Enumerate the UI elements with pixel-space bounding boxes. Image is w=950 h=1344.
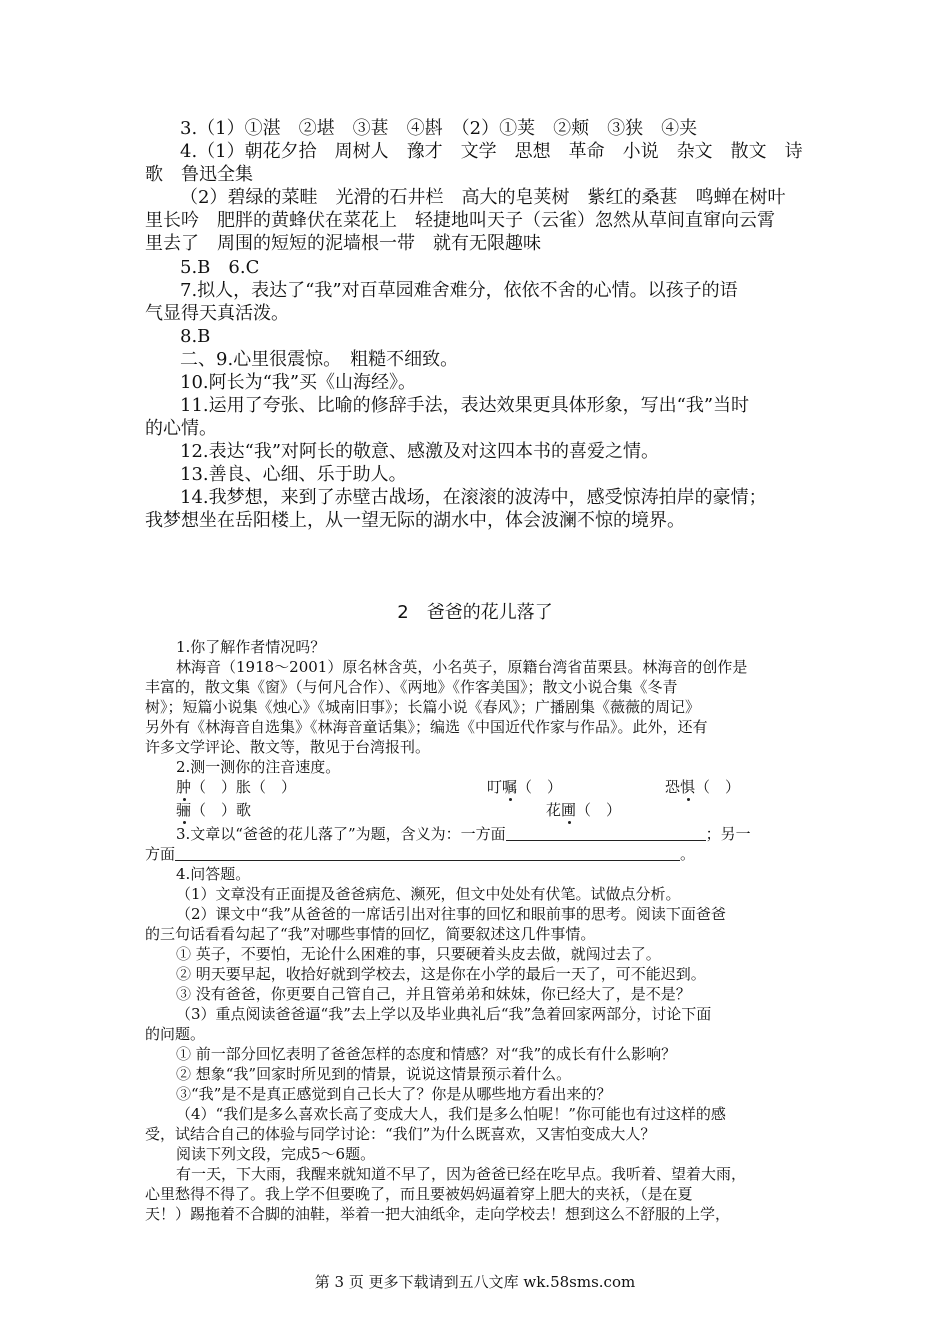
dotted-char: 嘱 [502, 778, 518, 796]
char: 花 [546, 801, 562, 819]
answer-line: 歌 鲁迅全集 [145, 164, 253, 185]
answer-line: 4.（1）朝花夕拾 周树人 豫才 文学 思想 革命 小说 杂文 散文 诗 [180, 141, 803, 162]
question-4-4: （4）“我们是多么喜欢长高了变成大人，我们是多么怕呢！”你可能也有过这样的感 [176, 1105, 726, 1123]
answer-line: 的心情。 [145, 418, 217, 439]
dotted-char: 圃 [561, 801, 577, 819]
sub-question: ③“我”是不是真正感觉到自己长大了？你是从哪些地方看出来的？ [176, 1085, 612, 1103]
pinyin-item [176, 801, 251, 820]
question-4-3: （3）重点阅读爸爸逼“我”去上学以及毕业典礼后“我”急着回家两部分，讨论下面 [176, 1005, 712, 1023]
question-3-text: 。 [680, 845, 696, 863]
pinyin-blank: （ ）胀（ ） [191, 778, 297, 796]
question-1: 1.你了解作者情况吗？ [176, 638, 326, 656]
pinyin-item [546, 801, 621, 820]
answer-line: 里长吟 肥胖的黄蜂伏在菜花上 轻捷地叫天子（云雀）忽然从草间直窜向云霄 [145, 210, 775, 231]
reading-instruction: 阅读下列文段，完成5～6题。 [176, 1145, 376, 1163]
answer-line: （2）碧绿的菜畦 光滑的石井栏 高大的皂荚树 紫红的桑葚 鸣蝉在树叶 [180, 187, 786, 208]
bio-line: 许多文学评论、散文等，散见于台湾报刊。 [145, 738, 431, 756]
answer-line: 12.表达“我”对阿长的敬意、感激及对这四本书的喜爱之情。 [180, 441, 660, 462]
question-3 [176, 825, 751, 844]
answer-line: 里去了 周围的短短的泥墙根一带 就有无限趣味 [145, 233, 541, 254]
passage-line: 天！）踢拖着不合脚的油鞋，举着一把大油纸伞，走向学校去！想到这么不舒服的上学， [145, 1205, 731, 1223]
answer-line: 10.阿长为“我”买《山海经》。 [180, 372, 417, 393]
char: 恐 [665, 778, 681, 796]
answer-line: 3.（1）①湛 ②堪 ③葚 ④斟 （2）①荚 ②颊 ③狭 ④夹 [180, 118, 698, 139]
pinyin-item [176, 778, 296, 797]
passage-line: 有一天，下大雨，我醒来就知道不早了，因为爸爸已经在吃早点。我听着、望着大雨， [176, 1165, 747, 1183]
bio-line: 丰富的，散文集《窗》（与何凡合作）、《两地》《作客美国》；散文小说合集《冬青 [145, 678, 678, 696]
question-4-4: 受，试结合自己的体验与同学讨论：“我们”为什么既喜欢，又害怕变成大人？ [145, 1125, 656, 1143]
answer-line: 我梦想坐在岳阳楼上，从一望无际的湖水中，体会波澜不惊的境界。 [145, 510, 685, 531]
question-4-2: 的三句话看看勾起了“我”对哪些事情的回忆，简要叙述这几件事情。 [145, 925, 596, 943]
pinyin-item [487, 778, 562, 797]
question-3-text: ；另一 [705, 825, 751, 843]
passage-line: 心里愁得不得了。我上学不但要晚了，而且要被妈妈逼着穿上肥大的夹袄，（是在夏 [145, 1185, 693, 1203]
sub-question: ① 前一部分回忆表明了爸爸怎样的态度和情感？对“我”的成长有什么影响？ [176, 1045, 677, 1063]
pinyin-blank: （ ）歌 [191, 801, 252, 819]
answer-line: 14.我梦想，来到了赤壁古战场，在滚滚的波涛中，感受惊涛拍岸的豪情； [180, 487, 767, 508]
answer-line: 二、9.心里很震惊。 粗糙不细致。 [180, 349, 459, 370]
section-title: 2 爸爸的花儿落了 [397, 602, 553, 623]
answer-line: 8.B [180, 326, 211, 347]
answer-line: 7.拟人，表达了“我”对百草园难舍难分，依依不舍的心情。以孩子的语 [180, 280, 738, 301]
answer-line: 5.B 6.C [180, 257, 260, 278]
dotted-char: 骊 [176, 801, 192, 819]
answer-line: 13.善良、心细、乐于助人。 [180, 464, 407, 485]
answer-blank[interactable] [175, 846, 680, 861]
answer-line: 气显得天真活泼。 [145, 303, 289, 324]
question-4-1: （1）文章没有正面提及爸爸病危、濒死，但文中处处有伏笔。试做点分析。 [176, 885, 681, 903]
dotted-char: 惧 [680, 778, 696, 796]
question-4-3: 的问题。 [145, 1025, 206, 1043]
bio-line: 树》；短篇小说集《烛心》《城南旧事》；长篇小说《春风》；广播剧集《薇薇的周记》 [145, 698, 701, 716]
quote-line: ③ 没有爸爸，你更要自己管自己，并且管弟弟和妹妹，你已经大了，是不是？ [176, 985, 691, 1003]
sub-question: ② 想象“我”回家时所见到的情景，说说这情景预示着什么。 [176, 1065, 572, 1083]
question-4: 4.问答题。 [176, 865, 251, 883]
char: 叮 [487, 778, 503, 796]
question-3-text: 3.文章以“爸爸的花儿落了”为题，含义为：一方面 [176, 825, 506, 843]
answer-line: 11.运用了夸张、比喻的修辞手法，表达效果更具体形象，写出“我”当时 [180, 395, 750, 416]
pinyin-blank: （ ） [695, 778, 741, 796]
bio-line: 林海音（1918～2001）原名林含英，小名英子，原籍台湾省苗栗县。林海音的创作是 [176, 658, 748, 676]
pinyin-blank: （ ） [576, 801, 622, 819]
question-4-2: （2）课文中“我”从爸爸的一席话引出对往事的回忆和眼前事的思考。阅读下面爸爸 [176, 905, 726, 923]
quote-line: ② 明天要早起，收拾好就到学校去，这是你在小学的最后一天了，可不能迟到。 [176, 965, 706, 983]
quote-line: ① 英子，不要怕，无论什么困难的事，只要硬着头皮去做，就闯过去了。 [176, 945, 661, 963]
question-3-cont [145, 845, 695, 864]
question-3-text: 方面 [145, 845, 176, 863]
pinyin-blank: （ ） [517, 778, 563, 796]
pinyin-item [665, 778, 740, 797]
bio-line: 另外有《林海音自选集》《林海音童话集》；编选《中国近代作家与作品》。此外，还有 [145, 718, 708, 736]
question-2: 2.测一测你的注音速度。 [176, 758, 341, 776]
page-footer: 第 3 页 更多下载请到五八文库 wk.58sms.com [314, 1273, 636, 1291]
dotted-char: 肿 [176, 778, 192, 796]
answer-blank[interactable] [506, 826, 706, 841]
